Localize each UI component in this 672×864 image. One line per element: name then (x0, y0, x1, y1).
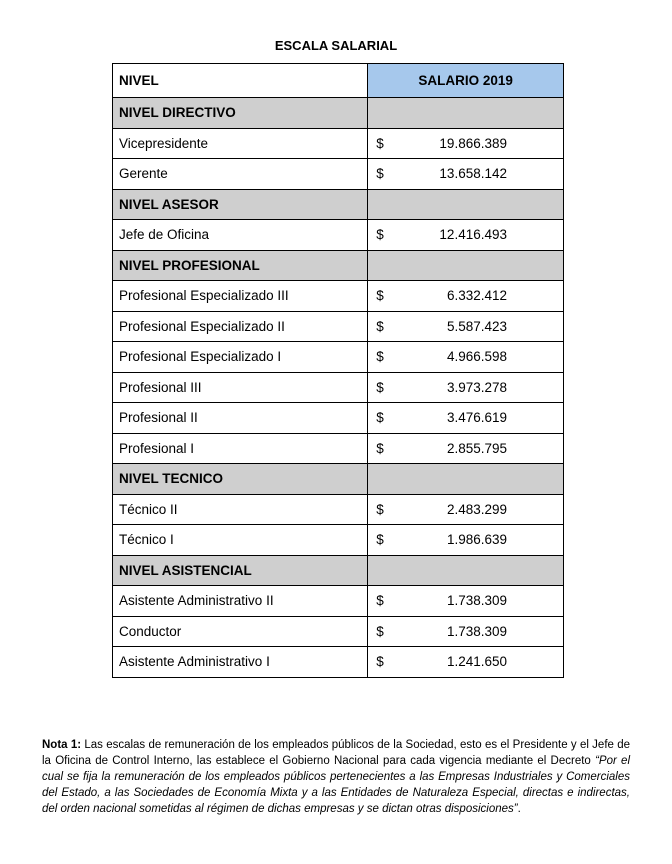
cargo-cell: Técnico II (113, 494, 368, 525)
table-row (113, 159, 564, 190)
salary-amount: 1.738.309 (446, 623, 507, 639)
salary-amount: 2.855.795 (446, 440, 507, 456)
currency-symbol: $ (376, 227, 384, 243)
header-nivel: NIVEL (113, 64, 368, 98)
table-row (113, 128, 564, 159)
salario-cell (368, 159, 564, 190)
cargo-cell: Gerente (113, 159, 368, 190)
level-name: NIVEL ASESOR (113, 189, 368, 220)
level-row (113, 555, 564, 586)
salary-amount: 12.416.493 (439, 227, 507, 243)
currency-symbol: $ (376, 440, 384, 456)
currency-symbol: $ (376, 288, 384, 304)
currency-symbol: $ (376, 135, 384, 151)
salary-table (112, 63, 564, 678)
cargo-cell: Profesional II (113, 403, 368, 434)
note-quote: “Por el cual se fija la remuneración de los empleados públicos pertenecientes a las Empresas Industriales y Comerciales del Estado, a las Sociedades de Economía Mixta y a las Entidades de Naturaleza Especial, directas e indirectas, del orden nacional sometidas al régimen de dichas empresas y se dictan otras disposiciones” (42, 755, 630, 815)
salario-cell (368, 342, 564, 373)
level-row (113, 464, 564, 495)
level-empty-cell (368, 464, 564, 495)
header-salario: SALARIO 2019 (368, 64, 564, 98)
currency-symbol: $ (376, 654, 384, 670)
currency-symbol: $ (376, 410, 384, 426)
page-title: ESCALA SALARIAL (274, 38, 398, 53)
currency-symbol: $ (376, 318, 384, 334)
salario-cell (368, 281, 564, 312)
salary-amount: 5.587.423 (446, 318, 507, 334)
table-row (113, 525, 564, 556)
currency-symbol: $ (376, 593, 384, 609)
level-name: NIVEL PROFESIONAL (113, 250, 368, 281)
cargo-cell: Asistente Administrativo II (113, 586, 368, 617)
cargo-cell: Profesional Especializado II (113, 311, 368, 342)
salary-amount: 4.966.598 (446, 349, 507, 365)
table-row (113, 311, 564, 342)
cargo-cell: Conductor (113, 616, 368, 647)
salary-amount: 2.483.299 (446, 501, 507, 517)
level-empty-cell (368, 250, 564, 281)
cargo-cell: Vicepresidente (113, 128, 368, 159)
salario-cell (368, 494, 564, 525)
salario-cell (368, 128, 564, 159)
table-row (113, 281, 564, 312)
currency-symbol: $ (376, 349, 384, 365)
level-name: NIVEL DIRECTIVO (113, 98, 368, 129)
salario-cell (368, 403, 564, 434)
cargo-cell: Profesional I (113, 433, 368, 464)
currency-symbol: $ (376, 166, 384, 182)
salary-amount: 3.476.619 (446, 410, 507, 426)
level-empty-cell (368, 189, 564, 220)
salario-cell (368, 586, 564, 617)
cargo-cell: Técnico I (113, 525, 368, 556)
currency-symbol: $ (376, 532, 384, 548)
salario-cell (368, 372, 564, 403)
salario-cell (368, 433, 564, 464)
salario-cell (368, 616, 564, 647)
salario-cell (368, 647, 564, 678)
table-row (113, 403, 564, 434)
currency-symbol: $ (376, 379, 384, 395)
cargo-cell: Jefe de Oficina (113, 220, 368, 251)
cargo-cell: Profesional III (113, 372, 368, 403)
table-row (113, 616, 564, 647)
cargo-cell: Profesional Especializado I (113, 342, 368, 373)
level-empty-cell (368, 98, 564, 129)
cargo-cell: Asistente Administrativo I (113, 647, 368, 678)
salary-amount: 1.738.309 (446, 593, 507, 609)
table-row (113, 647, 564, 678)
salario-cell (368, 525, 564, 556)
salary-amount: 6.332.412 (446, 288, 507, 304)
level-row (113, 98, 564, 129)
table-row (113, 342, 564, 373)
note-end: . (517, 803, 521, 815)
salary-amount: 3.973.278 (446, 379, 507, 395)
table-row (113, 586, 564, 617)
salary-amount: 1.241.650 (446, 654, 507, 670)
level-row (113, 189, 564, 220)
table-row (113, 220, 564, 251)
currency-symbol: $ (376, 501, 384, 517)
table-row (113, 372, 564, 403)
footnote (42, 737, 630, 817)
salario-cell (368, 220, 564, 251)
currency-symbol: $ (376, 623, 384, 639)
table-row (113, 433, 564, 464)
salario-cell (368, 311, 564, 342)
salary-amount: 1.986.639 (446, 532, 507, 548)
level-empty-cell (368, 555, 564, 586)
note-text: Las escalas de remuneración de los empleados públicos de la Sociedad, esto es el Presidente y el Jefe de la Oficina de Control Interno, las establece el Gobierno Nacional para cada vigencia mediante el Decreto (42, 739, 630, 767)
level-name: NIVEL ASISTENCIAL (113, 555, 368, 586)
salary-amount: 19.866.389 (439, 135, 507, 151)
level-row (113, 250, 564, 281)
table-row (113, 494, 564, 525)
table-header-row (113, 64, 564, 98)
cargo-cell: Profesional Especializado III (113, 281, 368, 312)
salary-amount: 13.658.142 (439, 166, 507, 182)
level-name: NIVEL TECNICO (113, 464, 368, 495)
note-label: Nota 1: (42, 739, 82, 751)
